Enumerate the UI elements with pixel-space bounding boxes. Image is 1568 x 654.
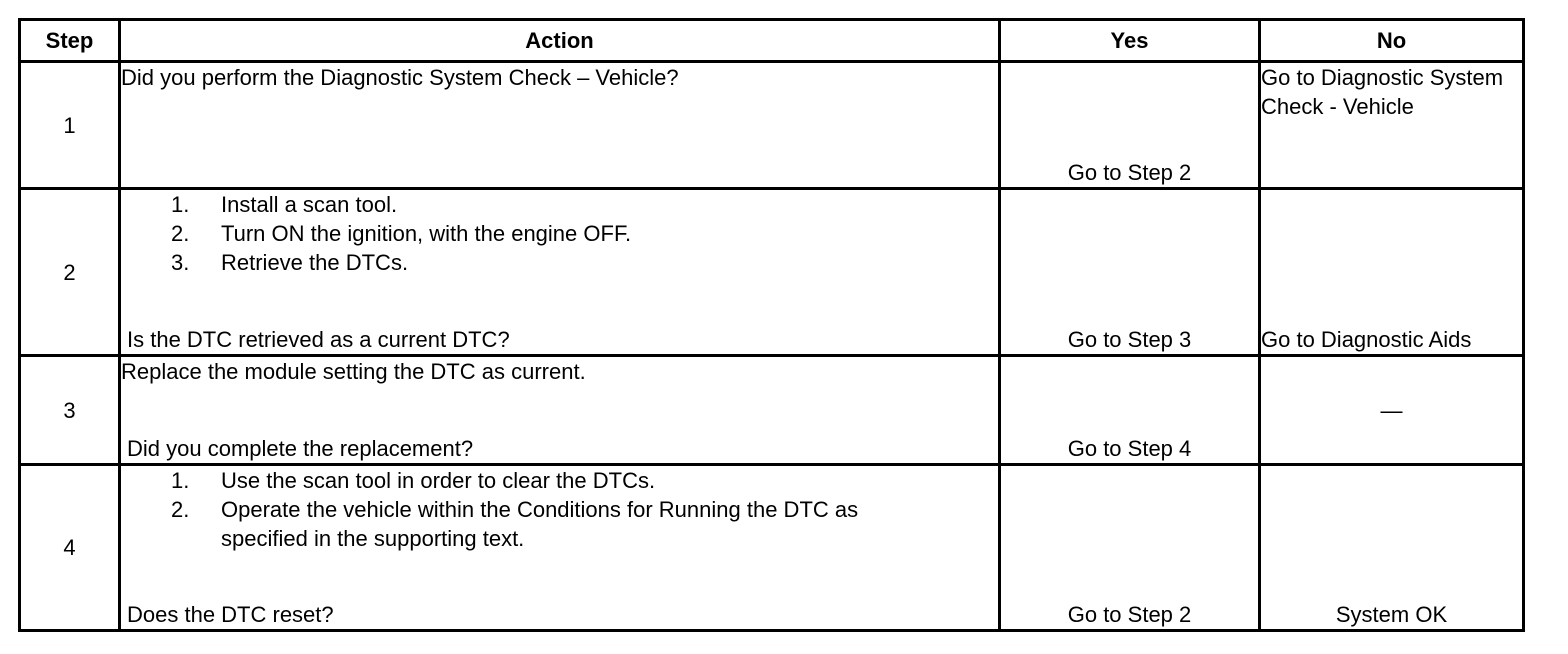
- header-yes: Yes: [1000, 20, 1260, 62]
- no-cell: Go to Diagnostic Aids: [1260, 189, 1524, 356]
- action-cell: [120, 356, 1000, 465]
- header-step: Step: [20, 20, 120, 62]
- step-number: 3: [20, 356, 120, 465]
- header-no: No: [1260, 20, 1524, 62]
- list-item-text: Retrieve the DTCs.: [221, 250, 409, 275]
- list-item-number: 1.: [171, 468, 190, 493]
- header-action: Action: [120, 20, 1000, 62]
- list-item: [121, 190, 998, 219]
- table-row: [20, 465, 1524, 631]
- list-item-number: 1.: [171, 192, 190, 217]
- list-item-text: Install a scan tool.: [221, 192, 398, 217]
- list-item: [121, 466, 998, 495]
- table-row: [20, 356, 1524, 465]
- list-item-number: 3.: [171, 250, 190, 275]
- yes-cell: Go to Step 3: [1000, 189, 1260, 356]
- list-item: [121, 495, 861, 553]
- action-steps-list: [121, 466, 998, 553]
- action-question: Does the DTC reset?: [127, 602, 334, 627]
- action-cell: [120, 189, 1000, 356]
- list-item-text: Use the scan tool in order to clear the DTCs.: [221, 468, 656, 493]
- no-cell: —: [1260, 356, 1524, 465]
- action-cell: [120, 465, 1000, 631]
- list-item: [121, 219, 998, 248]
- action-question: Did you complete the replacement?: [127, 436, 474, 461]
- step-number: 2: [20, 189, 120, 356]
- diagnostic-table: [18, 18, 1525, 632]
- step-number: 1: [20, 62, 120, 189]
- list-item-number: 2.: [171, 497, 190, 522]
- action-cell: [120, 62, 1000, 189]
- list-item-text: Operate the vehicle within the Conditions for Running the DTC as specified in the supporting text.: [221, 497, 859, 551]
- list-item-number: 2.: [171, 221, 190, 246]
- table-header-row: [20, 20, 1524, 62]
- yes-cell: Go to Step 4: [1000, 356, 1260, 465]
- list-item: [121, 248, 998, 277]
- action-text: Replace the module setting the DTC as current.: [121, 359, 586, 384]
- yes-cell: Go to Step 2: [1000, 62, 1260, 189]
- table-row: [20, 62, 1524, 189]
- no-cell: System OK: [1260, 465, 1524, 631]
- action-text: Did you perform the Diagnostic System Check – Vehicle?: [121, 65, 679, 90]
- no-cell: Go to Diagnostic System Check - Vehicle: [1260, 62, 1524, 189]
- list-item-text: Turn ON the ignition, with the engine OFF.: [221, 221, 632, 246]
- action-question: Is the DTC retrieved as a current DTC?: [127, 327, 510, 352]
- yes-cell: Go to Step 2: [1000, 465, 1260, 631]
- step-number: 4: [20, 465, 120, 631]
- table-row: [20, 189, 1524, 356]
- action-steps-list: [121, 190, 998, 277]
